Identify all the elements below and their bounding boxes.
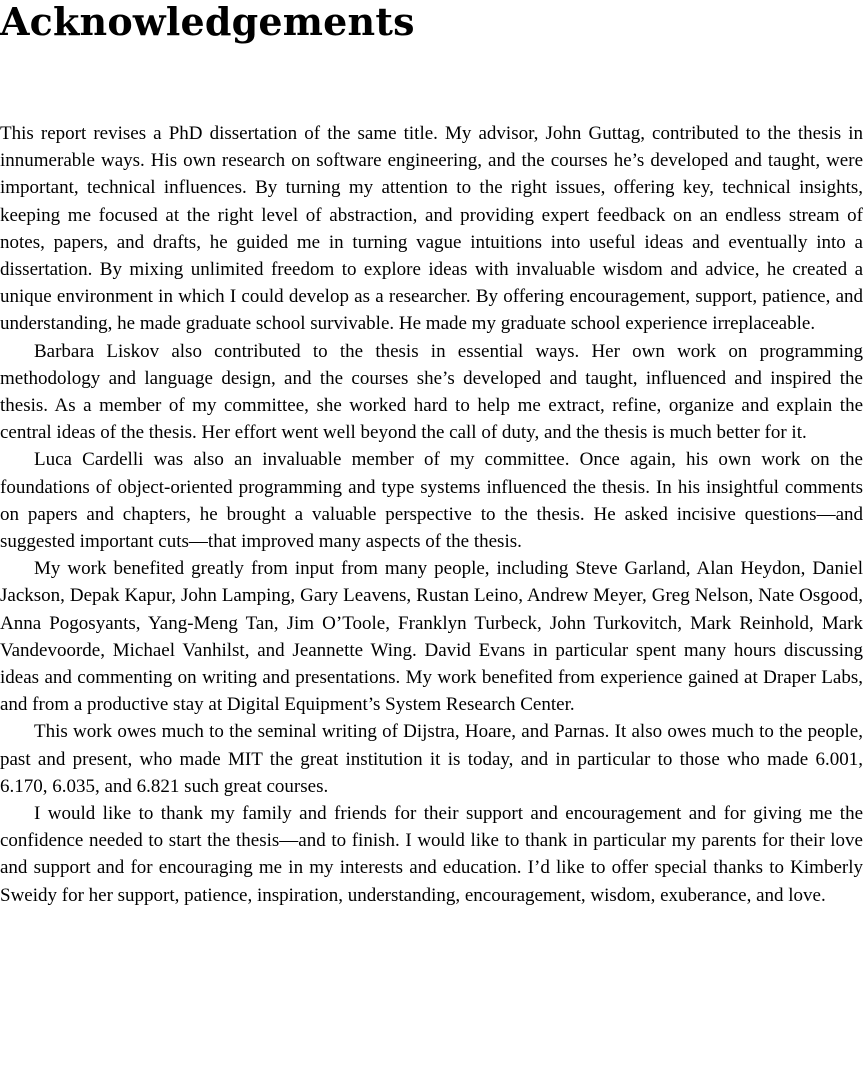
paragraph-mit: This work owes much to the seminal writing of Dijstra, Hoare, and Parnas. It also owes much to the people, past and present, who made MIT the great institution it is today, and in particular to those who made 6.001, 6.170, 6.035, and 6.821 such great courses.: [0, 721, 863, 797]
paragraph-colleagues: My work benefited greatly from input from many people, including Steve Garland, Alan Heydon, Daniel Jackson, Depak Kapur, John Lamping, Gary Leavens, Rustan Leino, Andrew Meyer, Greg Nelson, Nate Osgood, Anna Pogosyants, Yang-Meng Tan, Jim O’Toole, Franklyn Turbeck, John Turkovitch, Mark Reinhold, Mark Vandevoorde, Michael Vanhilst, and Jeannette Wing. David Evans in particular spent many hours discussing ideas and commenting on writing and presentations. My work benefited from experience gained at Draper Labs, and from a productive stay at Digital Equipment’s System Research Center.: [0, 558, 863, 716]
paragraph-family: I would like to thank my family and friends for their support and encouragement and for giving me the confidence needed to start the thesis—and to finish. I would like to thank in particular my parents for their love and support and for encouraging me in my interests and education. I’d like to offer special thanks to Kimberly Sweidy for her support, patience, inspiration, understanding, encouragement, wisdom, exuberance, and love.: [0, 803, 863, 906]
page-title: Acknowledgements: [0, 0, 415, 44]
acknowledgements-body: [0, 120, 863, 909]
paragraph-cardelli: Luca Cardelli was also an invaluable member of my committee. Once again, his own work on the foundations of object-oriented programming and type systems influenced the thesis. In his insightful comments on papers and chapters, he brought a valuable perspective to the thesis. He asked incisive questions—and suggested important cuts—that improved many aspects of the thesis.: [0, 449, 863, 553]
paragraph-liskov: Barbara Liskov also contributed to the thesis in essential ways. Her own work on programming methodology and language design, and the courses she’s developed and taught, influenced and inspired the thesis. As a member of my committee, she worked hard to help me extract, refine, organize and explain the central ideas of the thesis. Her effort went well beyond the call of duty, and the thesis is much better for it.: [0, 340, 863, 444]
paragraph-advisor: This report revises a PhD dissertation of the same title. My advisor, John Guttag, contributed to the thesis in innumerable ways. His own research on software engineering, and the courses he’s developed and taught, were important, technical influences. By turning my attention to the right issues, offering key, technical insights, keeping me focused at the right level of abstraction, and providing expert feedback on an endless stream of notes, papers, and drafts, he guided me in turning vague intuitions into useful ideas and eventually into a dissertation. By mixing unlimited freedom to explore ideas with invaluable wisdom and advice, he created a unique environment in which I could develop as a researcher. By offering encouragement, support, patience, and understanding, he made graduate school survivable. He made my graduate school experience irreplaceable.: [0, 123, 863, 335]
